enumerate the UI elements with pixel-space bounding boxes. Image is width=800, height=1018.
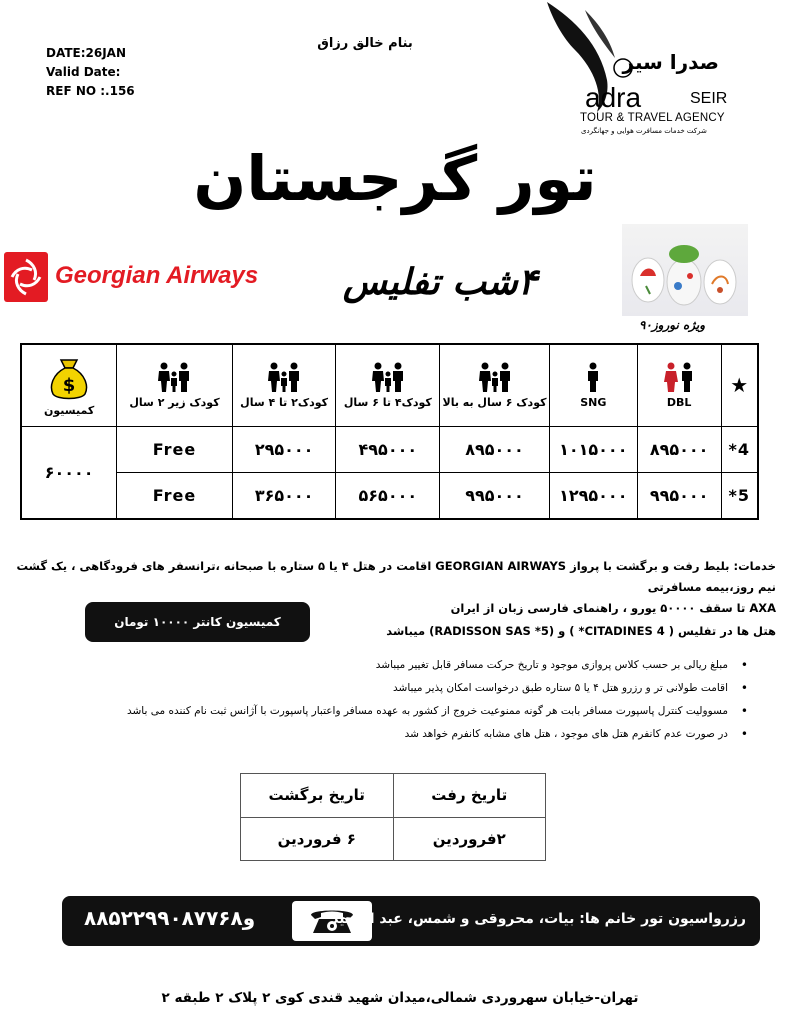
valid-date-line: Valid Date:	[46, 65, 121, 79]
table-row	[21, 473, 758, 519]
counter-commission-badge: کمیسیون کانتر ۱۰۰۰۰ تومان	[85, 602, 310, 642]
cell-child-under-2: Free	[117, 426, 233, 472]
header-star: ★	[721, 344, 758, 426]
single-person-icon	[583, 362, 603, 392]
svg-text:$: $	[62, 374, 76, 396]
family-icon	[471, 362, 519, 392]
header-commission-label: کمیسیون	[43, 403, 95, 417]
invocation-text: بنام خالق رزاق	[317, 36, 413, 51]
dates-value-row	[241, 817, 546, 861]
price-table-header	[21, 344, 758, 426]
return-date-value: ۶ فروردین	[241, 817, 394, 861]
date-line: DATE:26JAN	[46, 46, 126, 60]
list-item: • در صورت عدم کانفرم هتل های موجود ، هتل های مشابه کانفرم خواهد شد	[60, 723, 750, 746]
logo-name-fa: صدرا سیر	[622, 50, 719, 74]
header-child-under-2	[117, 344, 233, 426]
cell-dbl: ۸۹۵۰۰۰	[637, 426, 721, 472]
tour-duration-title: ۴شب تفلیس	[342, 262, 538, 303]
nowruz-caption: ویژه نوروز۹۰	[638, 318, 706, 332]
airline-mark-icon	[4, 252, 48, 302]
header-sng	[549, 344, 637, 426]
family-icon	[364, 362, 412, 392]
departure-date-value: ۲فروردین	[393, 817, 546, 861]
services-line-1: خدمات: بلیط رفت و برگشت با پرواز GEORGIAN AIRWAYS اقامت در هتل ۴ یا ۵ ستاره با صبحانه ،ترانسفر های فرودگاهی ، یک گشت نیم روز،بیمه مسافرتی	[16, 559, 776, 594]
header-dbl-label: DBL	[666, 395, 692, 409]
cell-star: *5	[721, 473, 758, 519]
page-title: تور گرجستان	[193, 142, 597, 215]
header-child-2-4-label: کودک۲ تا ۴ سال	[240, 395, 329, 409]
logo-seir: SEIR	[690, 90, 728, 107]
airline-logo	[0, 248, 270, 308]
header-sng-label: SNG	[580, 395, 607, 409]
price-table	[20, 343, 759, 520]
ref-no-line: REF NO :.156	[46, 84, 135, 98]
reservation-bar	[62, 896, 760, 946]
cell-child-under-2: Free	[117, 473, 233, 519]
logo-subtitle-fa: شرکت خدمات مسافرت هوایی و جهانگردی	[581, 127, 707, 135]
table-row	[21, 426, 758, 472]
cell-child-2-4: ۲۹۵۰۰۰	[232, 426, 336, 472]
header-dbl	[637, 344, 721, 426]
header-child-6-up	[440, 344, 550, 426]
departure-date-label: تاریخ رفت	[393, 774, 546, 818]
logo-name-en: adra	[585, 82, 642, 113]
airline-name: Georgian Airways	[55, 262, 259, 289]
cell-star: *4	[721, 426, 758, 472]
commission-value: ۶۰۰۰۰	[21, 426, 117, 519]
family-icon	[150, 362, 198, 392]
nowruz-eggs-image	[622, 224, 748, 316]
logo-subtitle: TOUR & TRAVEL AGENCY	[580, 112, 725, 124]
header-commission	[21, 344, 117, 426]
services-line-3: هتل ها در تفلیس ( CITADINES 4* ) و (RADISSON SAS *5) میباشد	[386, 624, 776, 638]
agency-address: تهران-خیابان سهروردی شمالی،میدان شهید قندی کوی ۲ پلاک ۲ طبقه ۲	[161, 990, 639, 1006]
list-item: • اقامت طولانی تر و رزرو هتل ۴ یا ۵ ستاره طبق درخواست امکان پذیر میباشد	[60, 677, 750, 700]
list-item: • مبلغ ریالی بر حسب کلاس پروازی موجود و تاریخ حرکت مسافر قابل تغییر میباشد	[60, 654, 750, 677]
header-child-4-6-label: کودک۴ تا ۶ سال	[343, 395, 432, 409]
header-child-under-2-label: کودک زیر ۲ سال	[129, 395, 220, 409]
cell-child-4-6: ۴۹۵۰۰۰	[336, 426, 440, 472]
return-date-label: تاریخ برگشت	[241, 774, 394, 818]
cell-sng: ۱۲۹۵۰۰۰	[549, 473, 637, 519]
cell-child-6-up: ۸۹۵۰۰۰	[440, 426, 550, 472]
cell-sng: ۱۰۱۵۰۰۰	[549, 426, 637, 472]
header-child-2-4	[232, 344, 336, 426]
cell-dbl: ۹۹۵۰۰۰	[637, 473, 721, 519]
dates-header-row	[241, 774, 546, 818]
dates-table	[240, 773, 546, 861]
phone-numbers[interactable]: ۸۸۵۲۲۹۹۰و۸۷۷۶۸	[84, 906, 256, 930]
services-line-2: AXA تا سقف ۵۰۰۰۰ یورو ، راهنمای فارسی زبان از ایران	[450, 601, 776, 615]
header-child-4-6	[336, 344, 440, 426]
agency-logo	[545, 0, 745, 145]
cell-child-2-4: ۳۶۵۰۰۰	[232, 473, 336, 519]
list-item: • مسوولیت کنترل پاسپورت مسافر بابت هر گونه ممنوعیت خروج از کشور به عهده مسافر واعتبار پاسپورت با آژانس ثبت نام کننده می باشد	[60, 700, 750, 723]
document-meta	[46, 44, 135, 101]
couple-icon	[661, 362, 697, 392]
reservation-contacts: رزرواسیون تور خانم ها: بیات، محروقی و شمس، عبد المجید	[331, 911, 746, 927]
cell-child-6-up: ۹۹۵۰۰۰	[440, 473, 550, 519]
money-bag-icon	[47, 354, 91, 400]
family-icon	[260, 362, 308, 392]
header-child-6-up-label: کودک ۶ سال به بالا	[442, 395, 547, 409]
notes-list	[60, 654, 750, 746]
cell-child-4-6: ۵۶۵۰۰۰	[336, 473, 440, 519]
